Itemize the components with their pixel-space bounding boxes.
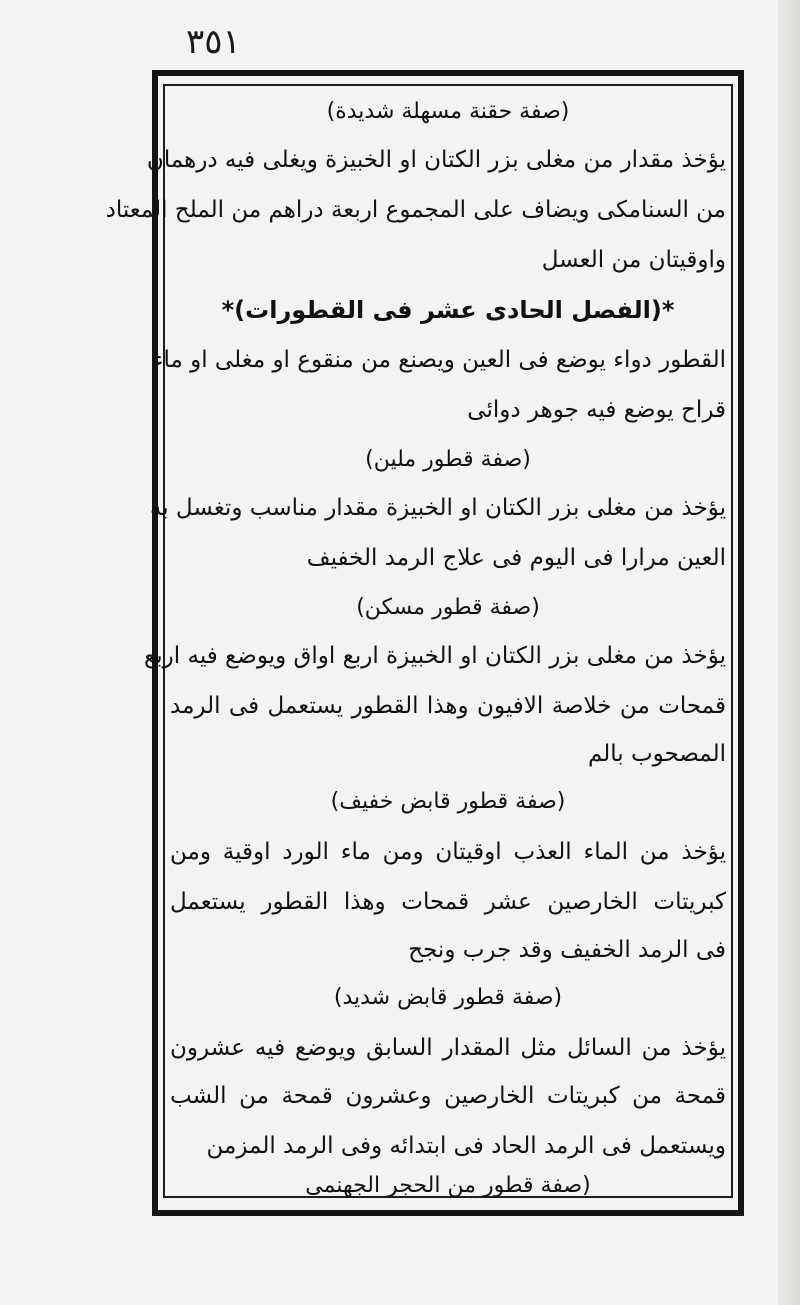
recipe-heading: (صفة حقنة مسهلة شديدة) (326, 99, 570, 124)
recipe-heading: (صفة قطور من الحجر الجهنمى (305, 1173, 591, 1198)
text-line: ويستعمل فى الرمد الحاد فى ابتدائه وفى الرمد المزمن (206, 1133, 726, 1159)
recipe-heading: (صفة قطور مسكن) (356, 595, 540, 620)
text-line: قراح يوضع فيه جوهر دوائى (467, 397, 726, 423)
text-line: يؤخذ من السائل مثل المقدار السابق ويوضع فيه عشرون (170, 1035, 726, 1061)
text-line: فى الرمد الخفيف وقد جرب ونجح (408, 937, 726, 963)
text-line: قمحة من كبريتات الخارصين وعشرون قمحة من الشب (170, 1083, 726, 1109)
page-number: ٣٥١ (186, 22, 241, 62)
chapter-heading: *(الفصل الحادى عشر فى القطورات)* (221, 296, 675, 324)
text-line: واوقيتان من العسل (541, 247, 726, 273)
text-line: المصحوب بالم (587, 741, 726, 767)
recipe-heading: (صفة قطور قابض شديد) (333, 985, 563, 1010)
text-line: يؤخذ من مغلى بزر الكتان او الخبيزة اربع اواق ويوضع فيه اربع (144, 643, 726, 669)
text-line: العين مرارا فى اليوم فى علاج الرمد الخفيف (306, 545, 726, 571)
recipe-heading: (صفة قطور ملين) (365, 447, 531, 472)
page-edge (778, 0, 800, 1305)
text-line: القطور دواء يوضع فى العين ويصنع من منقوع او مغلى او ماء (152, 347, 726, 373)
text-line: يؤخذ من مغلى بزر الكتان او الخبيزة مقدار مناسب وتغسل به (149, 495, 726, 521)
text-line: يؤخذ مقدار من مغلى بزر الكتان او الخبيزة ويغلى فيه درهمان (146, 147, 726, 173)
text-line: كبريتات الخارصين عشر قمحات وهذا القطور يستعمل (170, 889, 726, 915)
text-line: قمحات من خلاصة الافيون وهذا القطور يستعمل فى الرمد (170, 693, 726, 719)
recipe-heading: (صفة قطور قابض خفيف) (330, 789, 566, 814)
text-line: من السنامكى ويضاف على المجموع اربعة دراهم من الملح المعتاد (105, 197, 726, 223)
text-line: يؤخذ من الماء العذب اوقيتان ومن ماء الورد اوقية ومن (170, 839, 726, 865)
text-block (105, 92, 726, 1198)
